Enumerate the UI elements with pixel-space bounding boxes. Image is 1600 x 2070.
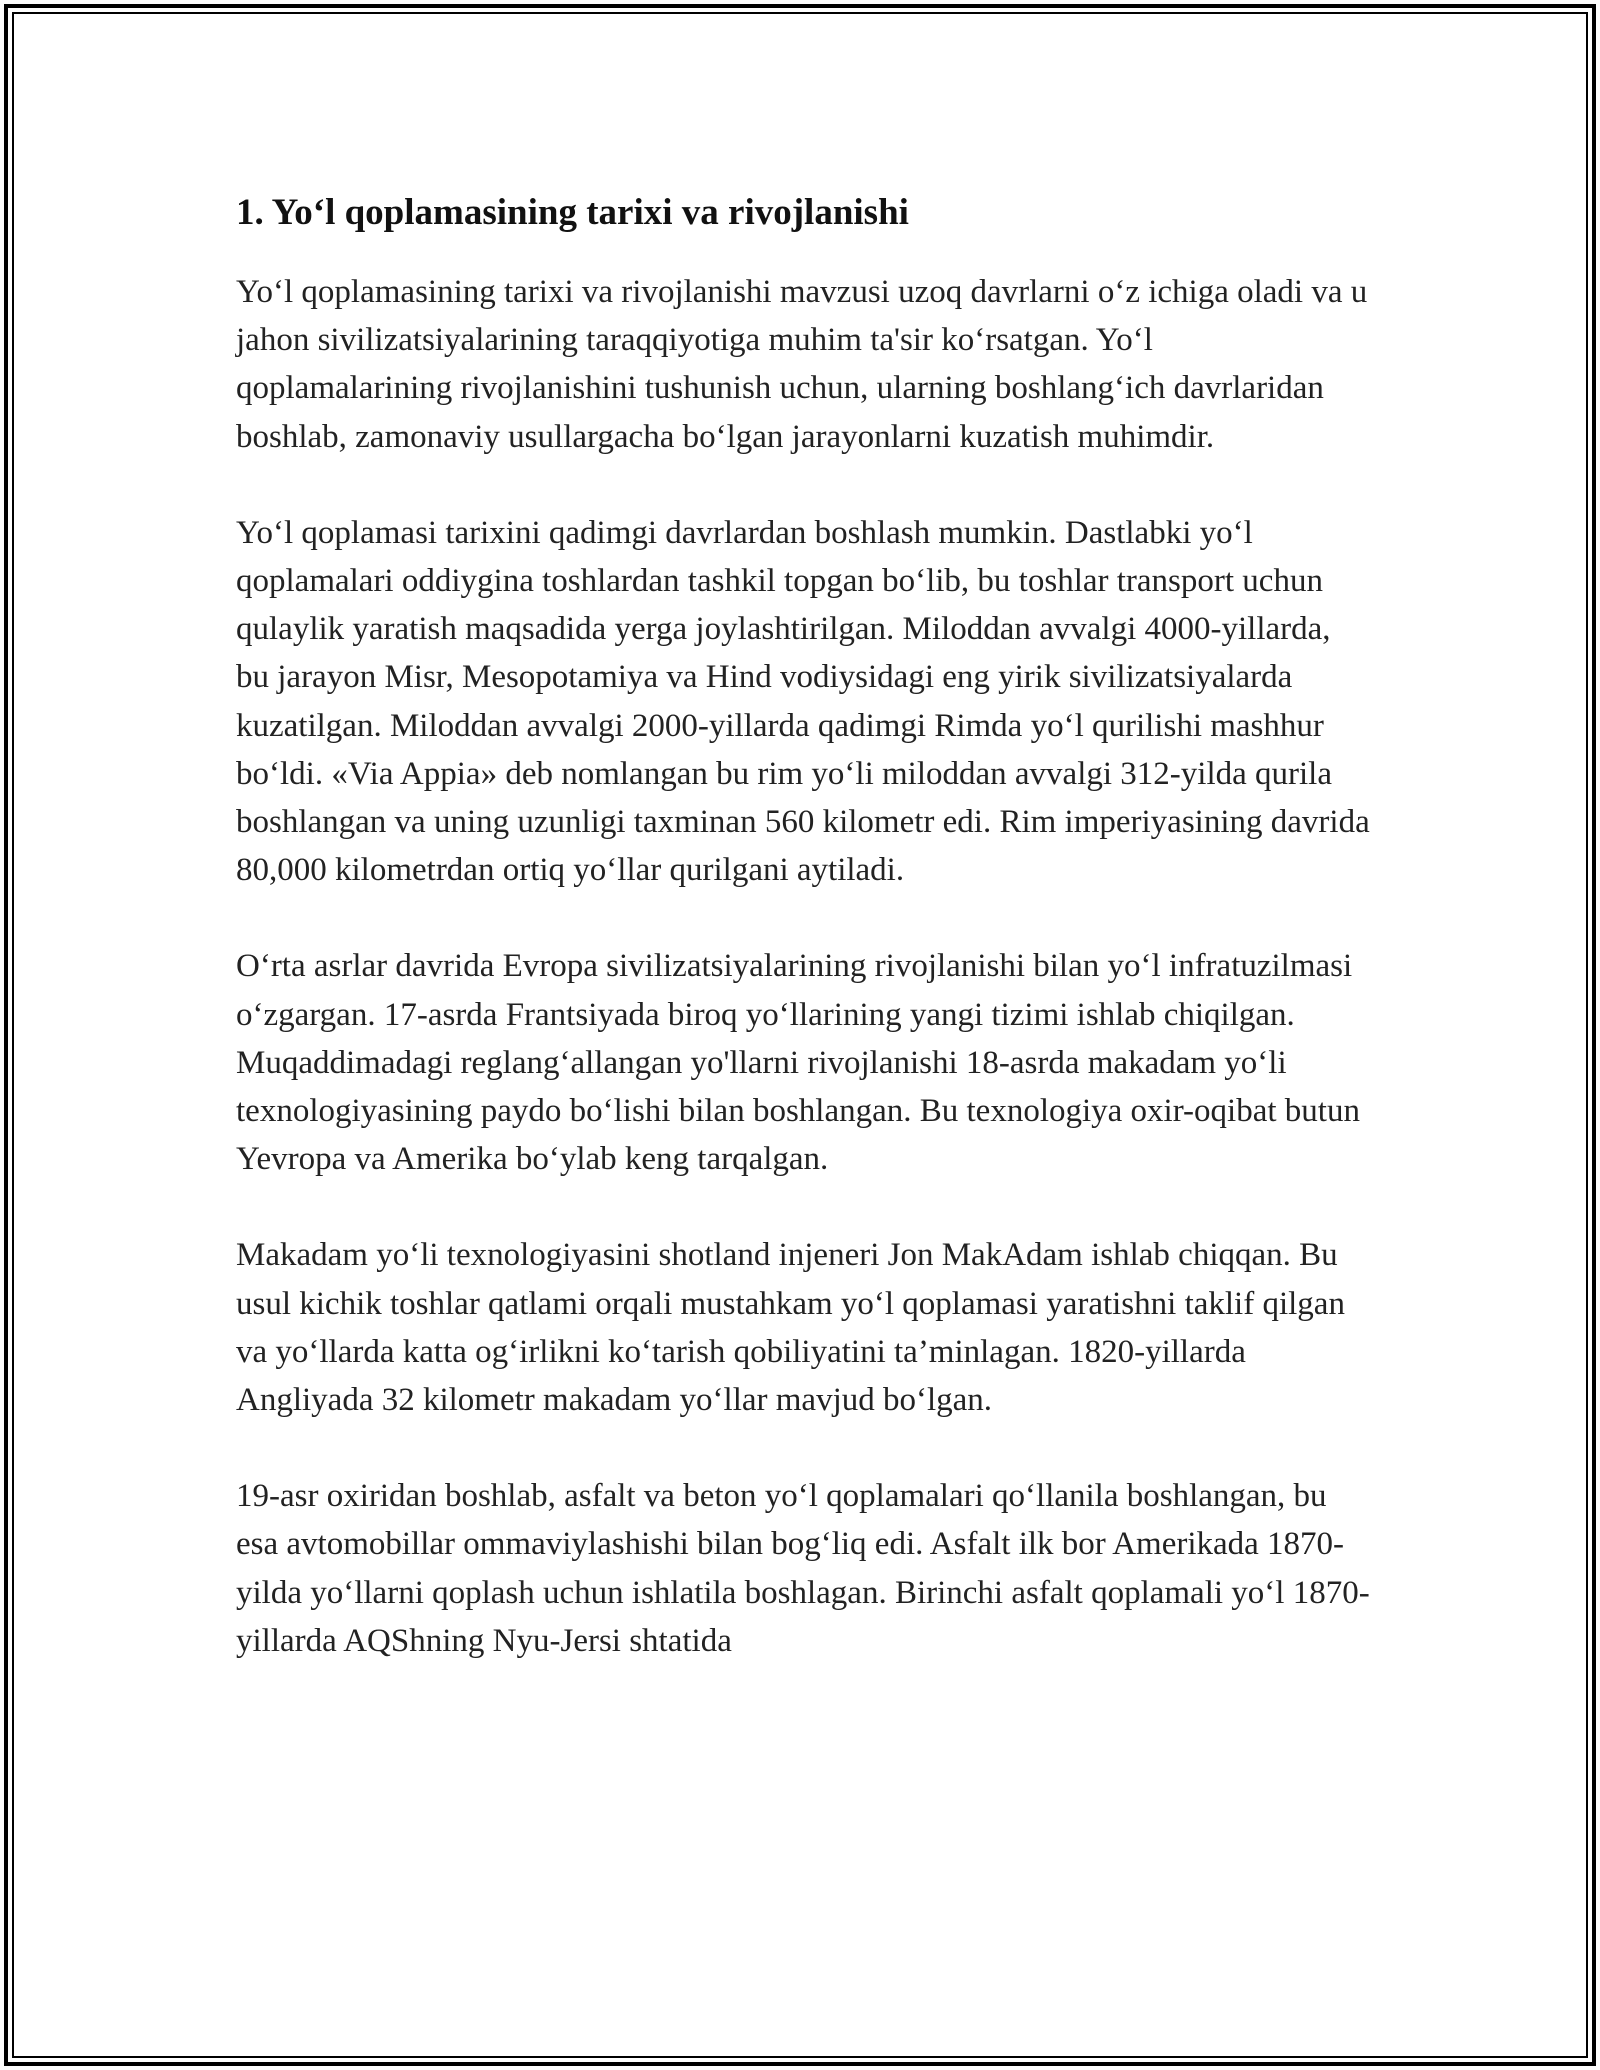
document-body <box>236 184 1371 1713</box>
paragraph-asphalt: 19-asr oxiridan boshlab, asfalt va beton yo‘l qoplamalari qo‘llanila boshlangan, bu esa avtomobillar ommaviylashishi bilan bog‘liq edi. Asfalt ilk bor Amerikada 1870-yilda yo‘llarni qoplash uchun ishlatila boshlagan. Birinchi asfalt qoplamali yo‘l 1870-yillarda AQShning Nyu-Jersi shtatida <box>236 1478 1370 1659</box>
paragraph-ancient-roads: Yo‘l qoplamasi tarixini qadimgi davrlardan boshlash mumkin. Dastlabki yo‘l qoplamalari oddiygina toshlardan tashkil topgan bo‘lib, bu toshlar transport uchun qulaylik yaratish maqsadida yerga joylashtirilgan. Miloddan avvalgi 4000-yillarda, bu jarayon Misr, Mesopotamiya va Hind vodiysidagi eng yirik sivilizatsiyalarda kuzatilgan. Miloddan avvalgi 2000-yillarda qadimgi Rimda yo‘l qurilishi mashhur bo‘ldi. «Via Appia» deb nomlangan bu rim yo‘li miloddan avvalgi 312-yilda qurila boshlangan va uning uzunligi taxminan 560 kilometr edi. Rim imperiyasining davrida 80,000 kilometrdan ortiq yo‘llar qurilgani aytiladi. <box>236 514 1370 889</box>
section-heading: 1. Yo‘l qoplamasining tarixi va rivojlanishi <box>236 192 909 233</box>
paragraph-middle-ages: O‘rta asrlar davrida Evropa sivilizatsiyalarining rivojlanishi bilan yo‘l infratuzilmasi o‘zgargan. 17-asrda Frantsiyada biroq yo‘llarining yangi tizimi ishlab chiqilgan. Muqaddimadagi reglang‘allangan yo'llarni rivojlanishi 18-asrda makadam yo‘li texnologiyasining paydo bo‘lishi bilan boshlangan. Bu texnologiya oxir-oqibat butun Yevropa va Amerika bo‘ylab keng tarqalgan. <box>236 948 1360 1178</box>
paragraph-intro: Yo‘l qoplamasining tarixi va rivojlanishi mavzusi uzoq davrlarni o‘z ichiga oladi va u jahon sivilizatsiyalarining taraqqiyotiga muhim ta'sir ko‘rsatgan. Yo‘l qoplamalarining rivojlanishini tushunish uchun, ularning boshlang‘ich davrlaridan boshlab, zamonaviy usullargacha bo‘lgan jarayonlarni kuzatish muhimdir. <box>236 274 1368 455</box>
paragraph-macadam: Makadam yo‘li texnologiyasini shotland injeneri Jon MakAdam ishlab chiqqan. Bu usul kichik toshlar qatlami orqali mustahkam yo‘l qoplamasi yaratishni taklif qilgan va yo‘llarda katta og‘irlikni ko‘tarish qobiliyatini ta’minlagan. 1820-yillarda Angliyada 32 kilometr makadam yo‘llar mavjud bo‘lgan. <box>236 1237 1345 1419</box>
